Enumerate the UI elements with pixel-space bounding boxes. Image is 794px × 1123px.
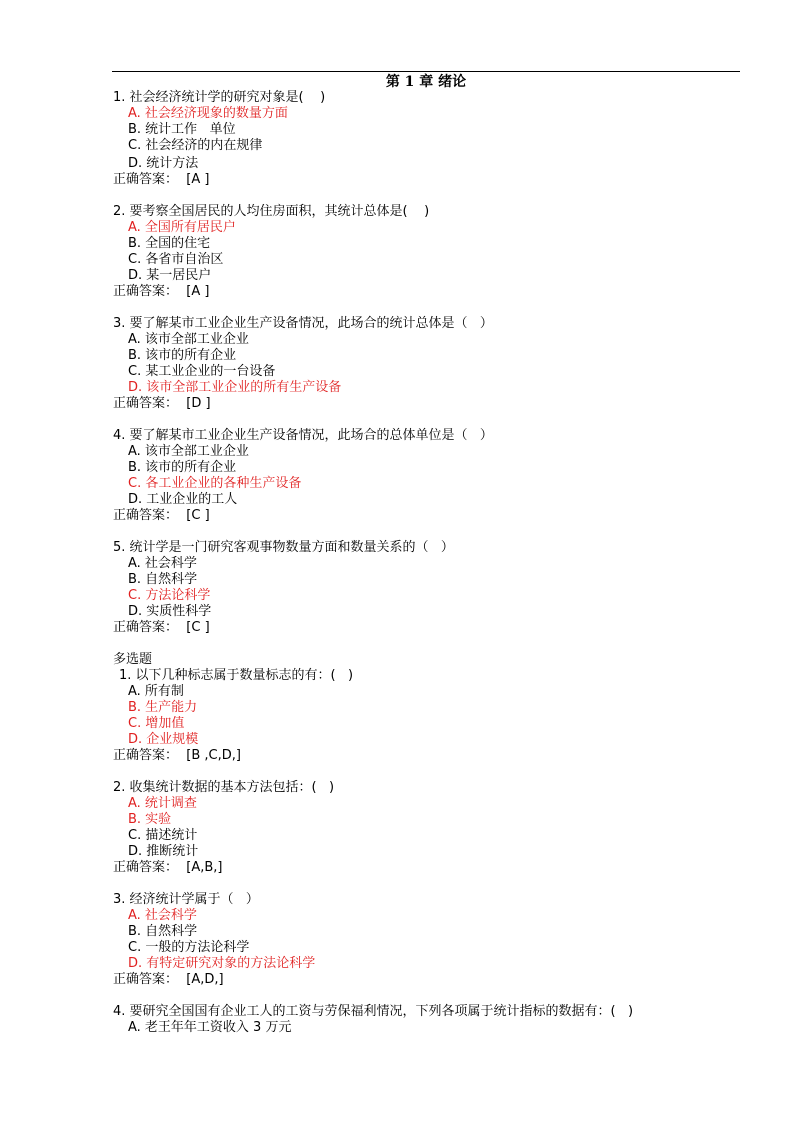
option-a: A. 该市全部工业企业	[128, 332, 249, 347]
correct-answer	[113, 748, 753, 764]
option-c: C. 一般的方法论科学	[128, 940, 250, 955]
answer-label: 正确答案：	[113, 396, 179, 411]
correct-answer	[113, 860, 753, 876]
answer-value: [A,D,]	[186, 972, 224, 987]
option-b: B. 全国的住宅	[128, 236, 211, 251]
multi-choice-section	[113, 652, 753, 1036]
option-d: D. 工业企业的工人	[128, 492, 238, 507]
correct-answer	[113, 972, 753, 988]
answer-value: [B ,C,D,]	[186, 748, 241, 763]
option-a: A. 该市全部工业企业	[128, 444, 249, 459]
option-c: C. 描述统计	[128, 828, 198, 843]
answer-label: 正确答案：	[113, 172, 179, 187]
question-item	[113, 780, 753, 876]
answer-label: 正确答案：	[113, 284, 179, 299]
question-item	[113, 1004, 753, 1036]
question-stem: 3. 要了解某市工业企业生产设备情况，此场合的统计总体是（ ）	[113, 316, 493, 331]
option-b: B. 生产能力	[128, 700, 198, 715]
option-a: A. 社会科学	[128, 556, 197, 571]
option-c: C. 各工业企业的各种生产设备	[128, 476, 302, 491]
answer-value: [D ]	[186, 396, 211, 411]
question-item	[113, 668, 753, 764]
option-c: C. 各省市自治区	[128, 252, 224, 267]
correct-answer	[113, 508, 753, 524]
option-a: A. 社会经济现象的数量方面	[128, 106, 288, 121]
answer-value: [C ]	[186, 620, 210, 635]
correct-answer	[113, 172, 753, 188]
option-b: B. 统计工作 单位	[128, 122, 236, 137]
option-a: A. 社会科学	[128, 908, 197, 923]
question-stem: 2. 要考察全国居民的人均住房面积，其统计总体是( )	[113, 204, 430, 219]
question-stem: 3. 经济统计学属于（ ）	[113, 892, 259, 907]
option-c: C. 某工业企业的一台设备	[128, 364, 276, 379]
option-c: C. 增加值	[128, 716, 185, 731]
correct-answer	[113, 396, 753, 412]
answer-label: 正确答案：	[113, 620, 179, 635]
option-d: D. 某一居民户	[128, 268, 212, 283]
answer-label: 正确答案：	[113, 972, 179, 987]
answer-label: 正确答案：	[113, 860, 179, 875]
question-item	[113, 892, 753, 988]
question-item	[113, 316, 753, 412]
option-b: B. 该市的所有企业	[128, 348, 237, 363]
option-b: B. 自然科学	[128, 924, 198, 939]
question-item	[113, 540, 753, 636]
option-b: B. 实验	[128, 812, 172, 827]
header-rule	[112, 71, 740, 72]
option-d: D. 有特定研究对象的方法论科学	[128, 956, 316, 971]
question-stem: 4. 要研究全国国有企业工人的工资与劳保福利情况，下列各项属于统计指标的数据有：( )	[113, 1004, 634, 1019]
option-d: D. 该市全部工业企业的所有生产设备	[128, 380, 342, 395]
option-a: A. 统计调查	[128, 796, 197, 811]
correct-answer	[113, 284, 753, 300]
option-d: D. 实质性科学	[128, 604, 212, 619]
answer-label: 正确答案：	[113, 508, 179, 523]
option-d: D. 企业规模	[128, 732, 199, 747]
answer-label: 正确答案：	[113, 748, 179, 763]
option-c: C. 社会经济的内在规律	[128, 138, 263, 153]
option-a: A. 所有制	[128, 684, 184, 699]
option-b: B. 该市的所有企业	[128, 460, 237, 475]
option-b: B. 自然科学	[128, 572, 198, 587]
question-stem: 1. 以下几种标志属于数量标志的有：( )	[119, 668, 354, 683]
question-stem: 4. 要了解某市工业企业生产设备情况，此场合的总体单位是（ ）	[113, 428, 493, 443]
question-stem: 1. 社会经济统计学的研究对象是( )	[113, 90, 326, 105]
question-stem: 2. 收集统计数据的基本方法包括：( )	[113, 780, 335, 795]
option-c: C. 方法论科学	[128, 588, 211, 603]
question-list	[113, 90, 753, 1052]
question-item	[113, 204, 753, 300]
option-a: A. 老王年年工资收入 3 万元	[128, 1020, 292, 1035]
section-heading: 多选题	[113, 652, 153, 667]
option-d: D. 推断统计	[128, 844, 199, 859]
chapter-title: 第 1 章 绪论	[385, 74, 467, 90]
answer-value: [A,B,]	[186, 860, 223, 875]
option-a: A. 全国所有居民户	[128, 220, 236, 235]
correct-answer	[113, 620, 753, 636]
answer-value: [A ]	[186, 172, 210, 187]
question-stem: 5. 统计学是一门研究客观事物数量方面和数量关系的（ ）	[113, 540, 454, 555]
question-item	[113, 428, 753, 524]
answer-value: [A ]	[186, 284, 210, 299]
option-d: D. 统计方法	[128, 156, 199, 171]
question-item	[113, 90, 753, 188]
answer-value: [C ]	[186, 508, 210, 523]
